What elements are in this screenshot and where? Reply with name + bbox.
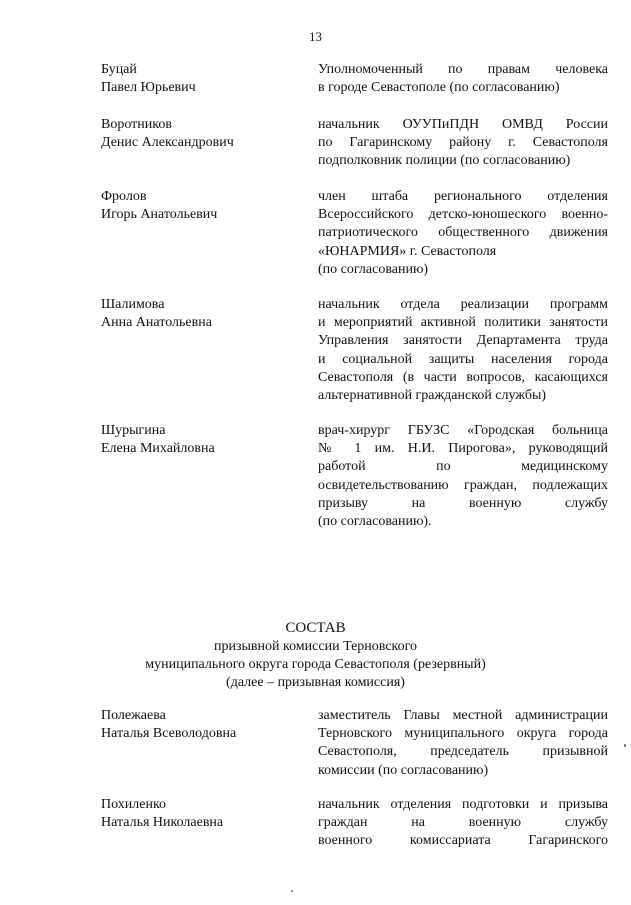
- member-given-name: Елена Михайловна: [101, 441, 215, 456]
- role-line: начальник отдела реализации программ: [318, 297, 608, 312]
- scan-speck: [291, 890, 293, 892]
- role-line: Севастополя, председатель призывной: [318, 744, 608, 760]
- scan-speck: [624, 744, 626, 747]
- role-line: комиссии (по согласованию): [318, 762, 489, 778]
- member-name: [101, 707, 301, 743]
- role-line: граждан на военную службу: [318, 815, 608, 831]
- member-role: [318, 796, 608, 851]
- role-line: врач-хирург ГБУЗС «Городская больница: [318, 423, 608, 438]
- member-given-name: Наталья Николаевна: [101, 815, 224, 830]
- member-given-name: Анна Анатольевна: [101, 315, 212, 330]
- role-line: работой по медицинскому: [318, 459, 608, 475]
- role-line: № 1 им. Н.И. Пирогова», руководящий: [318, 441, 608, 457]
- section-heading: [0, 618, 631, 692]
- member-name: [101, 116, 301, 152]
- role-line: патриотического общественного движения: [318, 225, 608, 241]
- member-given-name: Наталья Всеволодовна: [101, 726, 237, 741]
- member-given-name: Денис Александрович: [101, 135, 234, 150]
- role-line: освидетельствованию граждан, подлежащих: [318, 477, 608, 493]
- member-surname: Шалимова: [101, 297, 165, 312]
- member-name: [101, 61, 301, 97]
- member-role: [318, 188, 608, 279]
- role-line: Уполномоченный по правам человека: [318, 62, 608, 77]
- role-line: военного комиссариата Гагаринского: [318, 833, 608, 849]
- section-title: СОСТАВ: [285, 620, 346, 636]
- role-line: призыву на военную службу: [318, 495, 608, 511]
- member-name: [101, 422, 301, 458]
- member-role: [318, 707, 608, 780]
- member-given-name: Павел Юрьевич: [101, 80, 196, 95]
- member-surname: Буцай: [101, 62, 137, 77]
- role-line: начальник ОУУПиПДН ОМВД России: [318, 117, 608, 132]
- member-role: [318, 116, 608, 171]
- member-name: [101, 296, 301, 332]
- role-line: по Гагаринскому району г. Севастополя: [318, 135, 608, 151]
- member-role: [318, 422, 608, 531]
- member-given-name: Игорь Анатольевич: [101, 207, 218, 222]
- role-line: и мероприятий активной политики занятости: [318, 315, 608, 331]
- role-line: подполковник полиции (по согласованию): [318, 153, 571, 169]
- role-line: Управления занятости Департамента труда: [318, 333, 608, 349]
- member-role: [318, 296, 608, 405]
- role-line: начальник отделения подготовки и призыва: [318, 797, 608, 812]
- member-surname: Воротников: [101, 117, 172, 132]
- page-number: 13: [309, 29, 322, 44]
- section-subtitle-line: (далее – призывная комиссия): [226, 675, 405, 690]
- role-line: альтернативной гражданской службы): [318, 388, 547, 404]
- role-line: член штаба регионального отделения: [318, 189, 608, 204]
- member-surname: Полежаева: [101, 708, 166, 723]
- member-surname: Шурыгина: [101, 423, 166, 438]
- role-line: Севастополя (в части вопросов, касающихся: [318, 369, 608, 385]
- role-line: заместитель Главы местной администрации: [318, 708, 608, 723]
- role-line: Всероссийского детско-юношеского военно-: [318, 207, 608, 223]
- member-name: [101, 796, 301, 832]
- role-line: «ЮНАРМИЯ» г. Севастополя: [318, 243, 497, 259]
- member-role: [318, 61, 608, 97]
- role-line: (по согласованию): [318, 261, 429, 277]
- role-line: и социальной защиты населения города: [318, 351, 608, 367]
- section-subtitle-line: призывной комиссии Терновского: [213, 639, 418, 654]
- role-line: в городе Севастополе (по согласованию): [318, 80, 560, 96]
- section-subtitle-line: муниципального округа города Севастополя (резервный): [145, 657, 486, 672]
- member-name: [101, 188, 301, 224]
- role-line: Терновского муниципального округа города: [318, 726, 608, 742]
- role-line: (по согласованию).: [318, 514, 432, 530]
- member-surname: Похиленко: [101, 797, 167, 812]
- member-surname: Фролов: [101, 189, 147, 204]
